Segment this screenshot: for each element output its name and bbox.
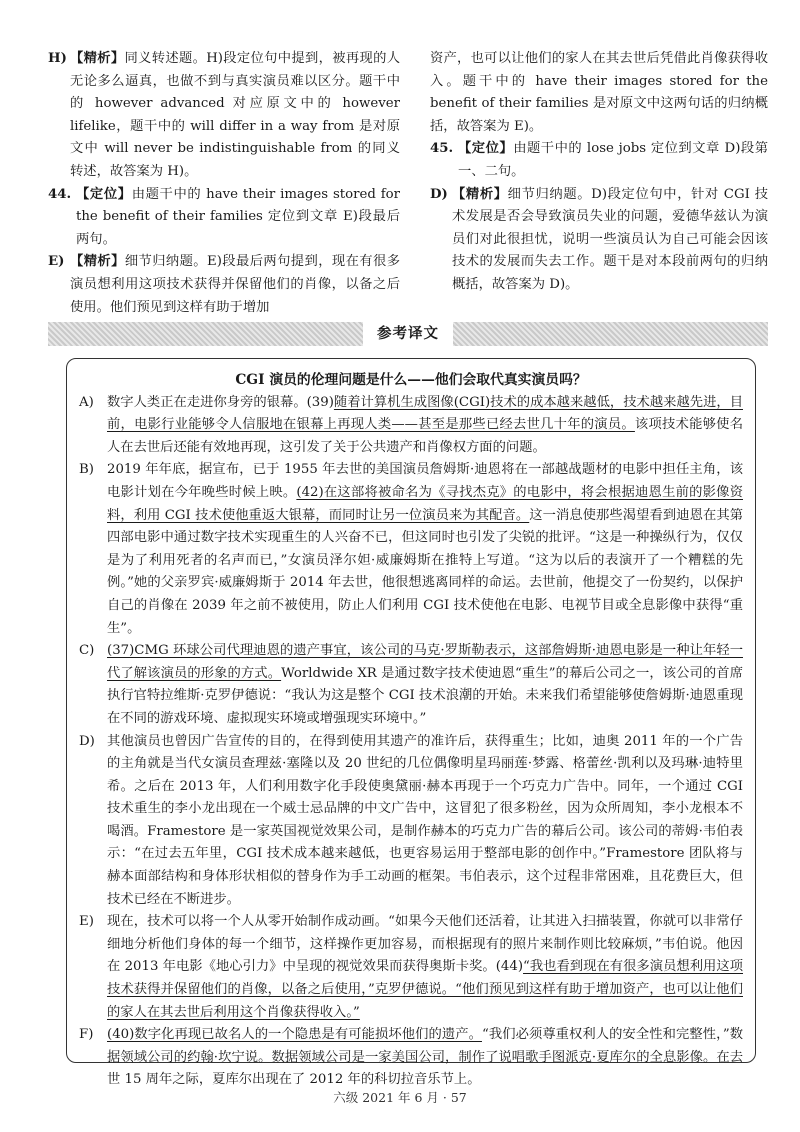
- item-tag: 44.: [48, 186, 72, 202]
- section-label: 【定位】: [458, 141, 514, 157]
- page-footer: 六级 2021 年 6 月 · 57: [333, 1090, 467, 1105]
- paragraph-body: 由题干中的 lose jobs 定位到文章 D)段第一、二句。: [458, 141, 768, 179]
- paragraph-tag: F): [79, 1027, 94, 1043]
- translation-paragraphs: [79, 392, 743, 1092]
- section-label: 【定位】: [76, 186, 132, 202]
- explanation-paragraph: [48, 184, 400, 252]
- section-label: 【精析】: [452, 186, 508, 202]
- text-segment: 数字人类正在走进你身旁的银幕。(39): [107, 394, 334, 410]
- text-segment: 这一消息使那些渴望看到迪恩在其第四部电影中通过数字技术实现重生的人兴奋不已，但这同时也引发了尖锐的批评。“这是一种操纵行为，仅仅是为了利用死者的名声而已，”女演员泽尔妲·威廉姆斯在推特上写道。“这为以后的表演开了一个糟糕的先例。”她的父亲罗宾·威廉姆斯于 2014 年去世，他很想逃离同样的命运。去世前，他提交了一份契约，以保护自己的肖像在 2039 年之前不被使用，防止人们利用 CGI 技术使他在电影、电视节目或全息影像中获得“重生”。: [107, 507, 743, 636]
- paragraph-text: [107, 392, 743, 460]
- explanation-paragraph: [430, 48, 768, 138]
- text-segment: 现在，技术可以将一个人从零开始制作成动画。“如果今天他们还活着，让其进入扫描装置，你就可以非常仔细地分析他们身体的每一个细节，这样操作更加容易，而根据现有的照片来制作则比较麻烦，”韦伯说。他因在 2013 年电影《地心引力》中呈现的视觉效果而获得奥斯卡奖。(44): [107, 914, 743, 975]
- paragraph-body: 细节归纳题。E)段最后两句提到，现在有很多演员想利用这项技术获得并保留他们的肖像，以备之后使用。他们预见到这样有助于增加: [70, 254, 401, 315]
- paragraph-text: [70, 48, 400, 184]
- section-title: 参考译文: [363, 322, 453, 346]
- item-tag: D): [430, 186, 448, 202]
- translation-box: [66, 358, 756, 1088]
- underlined-text: (37)CMG 环球公司代理迪恩的遗产事宜，该公司的马克·罗斯勒表示，这部詹姆斯·迪恩电影是一种让年轻一代了解该演员的形象的方式。: [107, 643, 743, 681]
- right-column: [430, 48, 768, 297]
- paragraph-body: 同义转述题。H)段定位句中提到，被再现的人无论多么逼真，也做不到与真实演员难以区分。题干中的 however advanced 对应原文中的 however lifelike，题干中的 will differ in a way from 是对原文中 will never be indistinguishable from 的同义转述，故答案为 H)。: [70, 51, 401, 179]
- section-banner: [48, 322, 768, 346]
- paragraph-text: [107, 459, 743, 640]
- underlined-text: (42)在这部将被命名为《寻找杰克》的电影中，将会根据迪恩生前的影像资料，利用 CGI 技术使他重返大银幕，而同时让另一位演员来为其配音。: [107, 484, 743, 523]
- item-tag: 45.: [430, 141, 454, 157]
- underlined-text: “我也看到现在有很多演员想利用这项技术获得并保留他们的肖像，以备之后使用，”克罗伊德说。“他们预见到这样有助于增加资产，也可以让他们的家人在其去世后利用这个肖像获得收入。”: [107, 959, 743, 1020]
- text-segment: 该项技术能够使名人在去世后还能有效地再现，这引发了关于公共遗产和肖像权方面的问题。: [107, 417, 743, 455]
- paragraph-body: 资产，也可以让他们的家人在其去世后凭借此肖像获得收入。题干中的 have their images stored for the benefit of their families 是对原文中这两句话的归纳概括，故答案为 E)。: [430, 51, 768, 134]
- text-segment: 其他演员也曾因广告宣传的目的，在得到使用其遗产的准许后，获得重生；比如，迪奥 2011 年的一个广告的主角就是当代女演员查理兹·塞隆以及 20 世纪的几位偶像明星玛丽莲·梦露、格蕾丝·凯利以及玛琳·迪特里希。之后在 2013 年，人们利用数字化手段使奥黛丽·赫本再现于一个巧克力广告中。同年，一个通过 CGI 技术重生的李小龙出现在一个威士忌品牌的中文广告中，这冒犯了很多粉丝，因为众所周知，李小龙根本不喝酒。Framestore 是一家英国视觉效果公司，是制作赫本的巧克力广告的幕后公司。该公司的蒂姆·韦伯表示：“在过去五年里，CGI 技术成本越来越低，也更容易运用于整部电影的创作中。”Framestore 团队将与赫本面部结构和身体形状相似的替身作为手工动画的框架。韦伯表示，这个过程非常困难，且花费巨大，但技术已经在不断进步。: [107, 733, 743, 907]
- paragraph-text: [70, 251, 400, 319]
- translation-paragraph: [79, 731, 743, 912]
- explanation-paragraph: [430, 184, 768, 297]
- section-label: 【精析】: [70, 51, 125, 66]
- paragraph-tag: D): [79, 733, 95, 749]
- section-label: 【精析】: [70, 254, 125, 270]
- translation-paragraph: [79, 640, 743, 730]
- paragraph-text: [452, 184, 768, 297]
- paragraph-text: [107, 731, 743, 912]
- text-segment: “我们必须尊重权利人的安全性和完整性，”数据领域公司的约翰·坎宁说。数据领域公司是一家美国公司，制作了说唱歌手图派克·夏库尔的全息影像。在去世 15 周年之际，夏库尔出现在了 2012 年的科切拉音乐节上。: [107, 1027, 743, 1088]
- translation-paragraph: [79, 392, 743, 460]
- paragraph-text: [107, 640, 743, 730]
- translation-paragraph: [79, 911, 743, 1024]
- paragraph-text: [76, 184, 400, 252]
- explanation-paragraph: [48, 48, 400, 184]
- left-column: [48, 48, 400, 319]
- underlined-text: (40)数字化再现已故名人的一个隐患是有可能损坏他们的遗产。: [107, 1027, 482, 1043]
- translation-paragraph: [79, 1024, 743, 1092]
- translation-title: CGI 演员的伦理问题是什么——他们会取代真实演员吗？: [235, 372, 587, 388]
- explanation-paragraph: [48, 251, 400, 319]
- paragraph-tag: A): [79, 394, 94, 410]
- paragraph-body: 由题干中的 have their images stored for the benefit of their families 定位到文章 E)段最后两句。: [76, 186, 400, 247]
- paragraph-tag: B): [79, 462, 94, 478]
- paragraph-text: [458, 138, 768, 183]
- paragraph-text: [107, 911, 743, 1024]
- item-tag: H): [48, 51, 67, 66]
- paragraph-text: [107, 1024, 743, 1092]
- text-segment: Worldwide XR 是通过数字技术使迪恩“重生”的幕后公司之一，该公司的首席执行官特拉维斯·克罗伊德说：“我认为这是整个 CGI 技术浪潮的开始。未来我们希望能够使詹姆斯·迪恩重现在不同的游戏环境、虚拟现实环境或增强现实环境中。”: [107, 665, 743, 726]
- explanation-paragraph: [430, 138, 768, 183]
- paragraph-body: 细节归纳题。D)段定位句中，针对 CGI 技术发展是否会导致演员失业的问题，爱德华兹认为演员们对此很担忧，说明一些演员认为自己可能会因该技术的发展而失去工作。题干是对本段前两句的归纳概括，故答案为 D)。: [452, 186, 768, 292]
- underlined-text: 随着计算机生成图像(CGI)技术的成本越来越低，技术越来越先进，目前，电影行业能够令人信服地在银幕上再现人类——甚至是那些已经去世几十年的演员。: [107, 394, 743, 433]
- translation-paragraph: [79, 459, 743, 640]
- text-segment: 2019 年年底，据宣布，已于 1955 年去世的美国演员詹姆斯·迪恩将在一部越战题材的电影中担任主角，该电影计划在今年晚些时候上映。: [107, 462, 743, 500]
- paragraph-tag: C): [79, 643, 95, 659]
- paragraph-text: [430, 48, 768, 138]
- item-tag: E): [48, 254, 65, 270]
- paragraph-tag: E): [79, 914, 94, 930]
